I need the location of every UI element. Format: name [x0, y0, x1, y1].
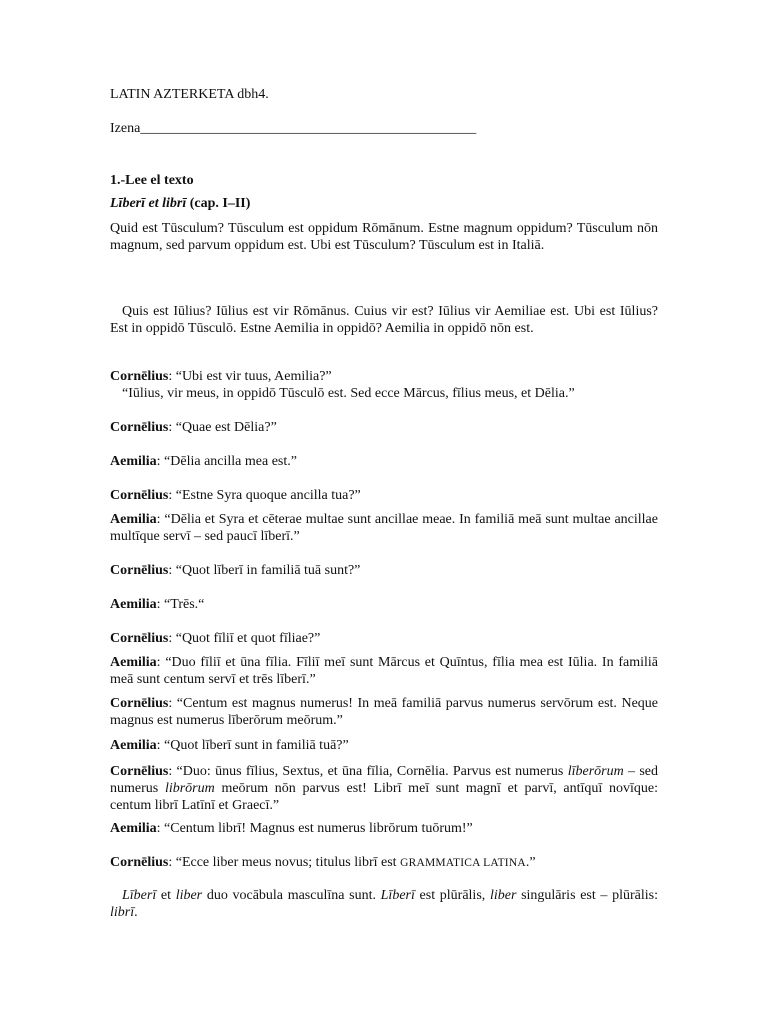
dialogue-line-3: [110, 453, 658, 470]
paragraph-iulius: Quis est Iūlius? Iūlius est vir Rōmānus. Cuius vir est? Iūlius vir Aemiliae est. Ubi est Iūlius? Est in oppidō Tūsculō. Estne Aemilia in oppidō? Aemilia in oppidō nōn est.: [110, 304, 658, 336]
paragraph-tusculum: Quid est Tūsculum? Tūsculum est oppidum Rōmānum. Estne magnum oppidum? Tūsculum nōn magnum, sed parvum oppidum est. Ubi est Tūsculum? Tūsculum est in Italiā.: [110, 221, 658, 253]
dialogue-line-1: [110, 368, 658, 402]
speech-text: : “Duo: ūnus fīlius, Sextus, et ūna fīlia, Cornēlia. Parvus est numerus: [168, 764, 568, 779]
closing-text: .: [134, 905, 138, 920]
section-heading: 1.-Lee el texto: [110, 173, 194, 188]
subtitle-chapter: (cap. I–II): [186, 196, 251, 211]
dialogue-line-14: [110, 854, 658, 872]
speaker-name: Cornēlius: [110, 563, 169, 578]
speaker-name: Cornēlius: [110, 696, 169, 711]
speech-text: : “Dēlia ancilla mea est.”: [156, 454, 297, 469]
dialogue-line-10: [110, 695, 658, 729]
speaker-name: Aemilia: [110, 454, 157, 469]
closing-text: singulāris est – plūrālis:: [516, 888, 658, 903]
speech-text: : “Dēlia et Syra et cēterae multae sunt ancillae meae. In familiā meā sunt multae ancillae multīque servī – sed paucī līberī.”: [110, 512, 658, 544]
dialogue-line-4: [110, 487, 658, 504]
speech-text: : “Trēs.“: [156, 597, 205, 612]
speaker-name: Aemilia: [110, 738, 157, 753]
speech-italic-word: librōrum: [164, 781, 215, 796]
dialogue-line-13: [110, 820, 658, 837]
closing-text: et: [156, 888, 176, 903]
speech-text: : “Estne Syra quoque ancilla tua?”: [168, 488, 361, 503]
dialogue-line-9: [110, 654, 658, 688]
dialogue-line-5: [110, 511, 658, 545]
name-field-line: Izena________________________________________________: [110, 121, 477, 136]
speech-text: : “Centum est magnus numerus! In meā familiā parvus numerus servōrum est. Neque magnus est numerus līberōrum meōrum.”: [110, 696, 658, 728]
speech-text: : “Ubi est vir tuus, Aemilia?”: [168, 369, 332, 384]
speaker-name: Cornēlius: [110, 488, 169, 503]
speech-italic-word: līberōrum: [567, 764, 624, 779]
speaker-name: Aemilia: [110, 655, 157, 670]
italic-word: liber: [489, 888, 517, 903]
speech-text: meōrum nōn parvus est! Librī meī sunt magnī et parvī, antīquī novīque: centum librī Latīnī et Graecī.”: [110, 781, 658, 813]
speaker-name: Aemilia: [110, 597, 157, 612]
speaker-name: Aemilia: [110, 821, 157, 836]
book-title: GRAMMATICA LATINA: [400, 857, 526, 869]
speech-text: : “Duo fīliī et ūna fīlia. Fīliī meī sunt Mārcus et Quīntus, fīlia mea est Iūlia. In familiā meā sunt centum servī et trēs līberī.”: [110, 655, 658, 687]
speaker-name: Cornēlius: [110, 369, 169, 384]
closing-text: est plūrālis,: [414, 888, 490, 903]
speaker-name: Cornēlius: [110, 855, 169, 870]
dialogue-line-8: [110, 630, 658, 647]
speech-text: .”: [525, 855, 536, 870]
italic-word: librī: [110, 905, 135, 920]
dialogue-line-11: [110, 737, 658, 754]
dialogue-line-2: [110, 419, 658, 436]
text-subtitle: [110, 195, 658, 212]
subtitle-italic: Līberī et librī: [110, 196, 187, 211]
speaker-name: Aemilia: [110, 512, 157, 527]
dialogue-line-6: [110, 562, 658, 579]
speaker-name: Cornēlius: [110, 764, 169, 779]
exam-title: LATIN AZTERKETA dbh4.: [110, 87, 269, 102]
speech-text: : “Quae est Dēlia?”: [168, 420, 277, 435]
dialogue-line-12: [110, 763, 658, 814]
speech-text: : “Ecce liber meus novus; titulus librī est: [168, 855, 401, 870]
speech-continuation: “Iūlius, vir meus, in oppidō Tūsculō est. Sed ecce Mārcus, fīlius meus, et Dēlia.”: [122, 386, 575, 401]
speaker-name: Cornēlius: [110, 631, 169, 646]
speaker-name: Cornēlius: [110, 420, 169, 435]
italic-word: liber: [175, 888, 203, 903]
italic-word: Līberī: [122, 888, 157, 903]
speech-text: – sed numerus: [110, 764, 658, 796]
speech-text: : “Quot fīliī et quot fīliae?”: [168, 631, 321, 646]
italic-word: Līberī: [380, 888, 415, 903]
speech-text: : “Quot līberī sunt in familiā tuā?”: [156, 738, 349, 753]
dialogue-line-7: [110, 596, 658, 613]
speech-text: : “Centum librī! Magnus est numerus librōrum tuōrum!”: [156, 821, 473, 836]
speech-text: : “Quot līberī in familiā tuā sunt?”: [168, 563, 361, 578]
closing-paragraph: [110, 887, 658, 921]
closing-text: duo vocābula masculīna sunt.: [202, 888, 381, 903]
